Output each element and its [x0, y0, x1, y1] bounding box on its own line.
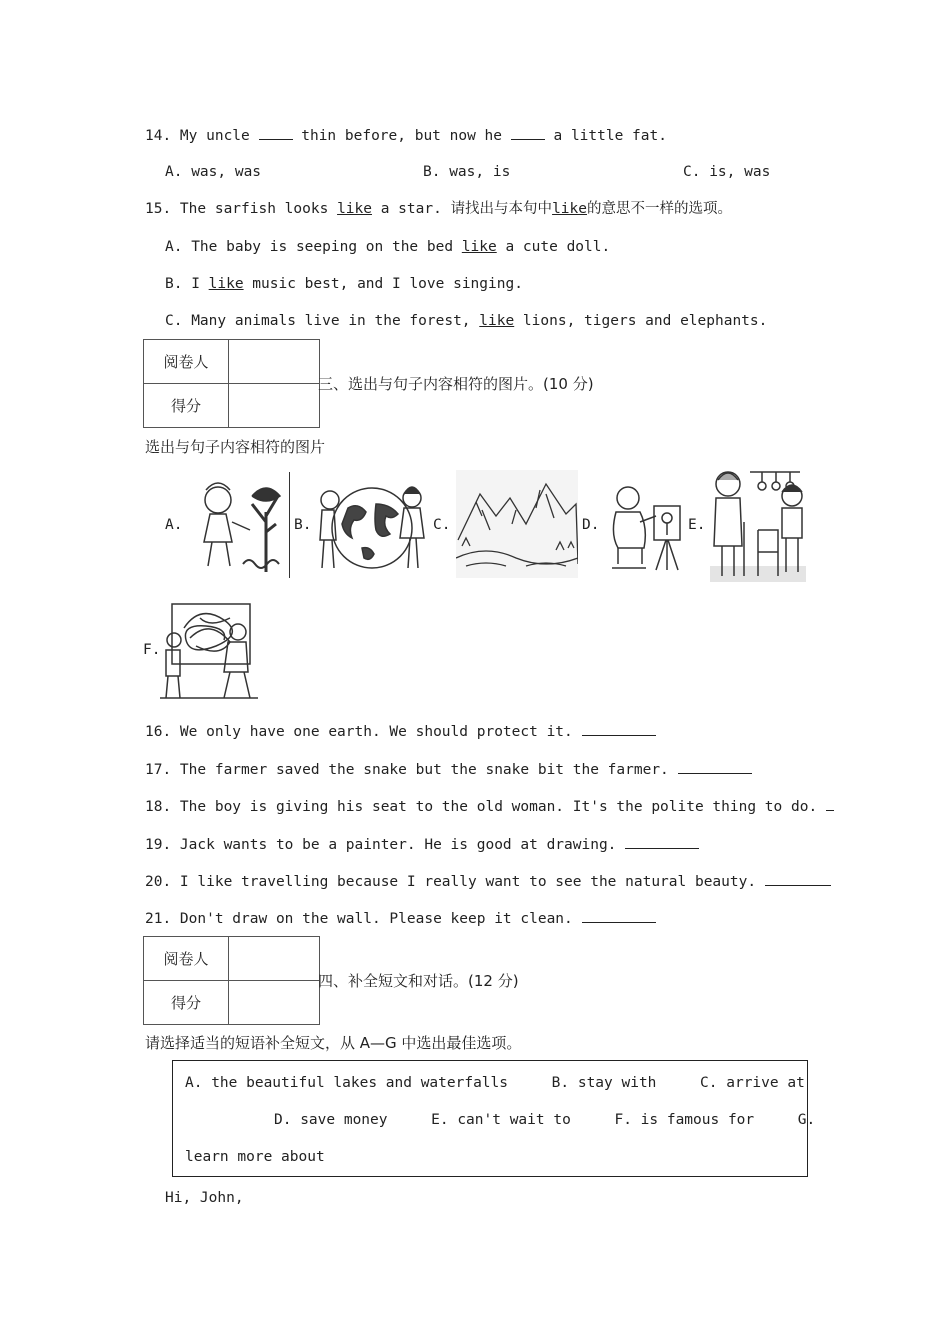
drawing-on-wall-illustration: [160, 598, 258, 702]
reviewer-field[interactable]: [229, 937, 320, 981]
picture-divider: [289, 472, 290, 578]
q15-opt-b-like: like: [208, 276, 244, 292]
q15-opt-a-post: a cute doll.: [496, 239, 611, 255]
q15-stem-cn-a: 请找出与本句中: [450, 201, 553, 217]
q17-answer-blank[interactable]: [678, 759, 752, 774]
reviewer-label: 阅卷人: [144, 340, 229, 384]
q18-text: 18. The boy is giving his seat to the old woman. It's the polite thing to do.: [145, 799, 826, 815]
q15-stem-cn-b: 的意思不一样的选项。: [586, 201, 732, 217]
q15-like-2: like: [552, 201, 587, 217]
reviewer-field[interactable]: [229, 340, 320, 384]
section4-title: 四、补全短文和对话。(12 分): [318, 972, 519, 990]
q15-stem-b: a star.: [371, 201, 451, 217]
pic-label-a: A.: [165, 517, 183, 533]
pic-label-e: E.: [688, 517, 706, 533]
q21-answer-blank[interactable]: [582, 908, 656, 923]
score-table-section4: [143, 936, 320, 1025]
q14-option-a: A. was, was: [165, 164, 262, 180]
q15-option-a: [165, 237, 610, 257]
q14-stem-b: thin before, but now he: [292, 128, 511, 144]
q20-text: 20. I like travelling because I really want to see the natural beauty.: [145, 874, 765, 890]
section4-instruction: 请选择适当的短语补全短文，从 A—G 中选出最佳选项。: [145, 1034, 522, 1052]
score-table-section3: [143, 339, 320, 428]
q15-opt-c-pre: C. Many animals live in the forest,: [165, 313, 480, 329]
q15-like: like: [337, 201, 372, 217]
mountains-illustration: [456, 470, 578, 578]
q15-opt-a-pre: A. The baby is seeping on the bed: [165, 239, 462, 255]
question-14: [145, 125, 667, 146]
section3-title: 三、选出与句子内容相符的图片。(10 分): [318, 375, 594, 393]
score-label: 得分: [144, 384, 229, 428]
q14-stem-c: a little fat.: [544, 128, 667, 144]
q15-opt-c-like: like: [479, 313, 515, 329]
q15-option-c: [165, 311, 767, 331]
question-19: [145, 834, 699, 855]
q14-blank-1: [259, 125, 293, 140]
q15-stem-a: 15. The sarfish looks: [145, 201, 338, 217]
q16-answer-blank[interactable]: [582, 721, 656, 736]
q14-blank-2: [511, 125, 545, 140]
question-15: [145, 199, 732, 219]
q15-opt-b-post: music best, and I love singing.: [243, 276, 523, 292]
painter-illustration: [604, 478, 686, 574]
q15-opt-c-post: lions, tigers and elephants.: [514, 313, 768, 329]
q16-text: 16. We only have one earth. We should protect it.: [145, 724, 582, 740]
q19-answer-blank[interactable]: [625, 834, 699, 849]
q20-answer-blank[interactable]: [765, 871, 831, 886]
question-18: [145, 796, 834, 817]
score-field[interactable]: [229, 981, 320, 1025]
children-earth-illustration: [312, 474, 430, 576]
pic-label-f: F.: [143, 642, 161, 658]
q19-text: 19. Jack wants to be a painter. He is good at drawing.: [145, 837, 626, 853]
section3-instruction: 选出与句子内容相符的图片: [145, 438, 326, 456]
q15-opt-a-like: like: [461, 239, 497, 255]
boy-giving-seat-illustration: [710, 466, 806, 582]
question-20: [145, 871, 831, 892]
question-21: [145, 908, 656, 929]
q14-stem-a: 14. My uncle: [145, 128, 259, 144]
choice-box-line-1: A. the beautiful lakes and waterfalls B. stay with C. arrive at: [185, 1075, 805, 1091]
score-label: 得分: [144, 981, 229, 1025]
choice-box-line-2: D. save money E. can't wait to F. is famous for G.: [274, 1112, 816, 1128]
reviewer-label: 阅卷人: [144, 937, 229, 981]
pic-label-c: C.: [433, 517, 451, 533]
question-16: [145, 721, 656, 742]
pic-label-b: B.: [294, 517, 312, 533]
q15-opt-b-pre: B. I: [165, 276, 209, 292]
q14-option-c: C. is, was: [683, 164, 771, 180]
choice-box-line-3: learn more about: [185, 1149, 325, 1165]
q14-option-b: B. was, is: [423, 164, 511, 180]
farmer-snake-illustration: [188, 472, 290, 578]
q18-answer-blank[interactable]: [826, 796, 834, 811]
question-17: [145, 759, 752, 780]
pic-label-d: D.: [582, 517, 600, 533]
letter-greeting: Hi, John,: [165, 1190, 244, 1206]
q15-option-b: [165, 274, 523, 294]
q17-text: 17. The farmer saved the snake but the snake bit the farmer.: [145, 762, 678, 778]
score-field[interactable]: [229, 384, 320, 428]
q21-text: 21. Don't draw on the wall. Please keep it clean.: [145, 911, 582, 927]
